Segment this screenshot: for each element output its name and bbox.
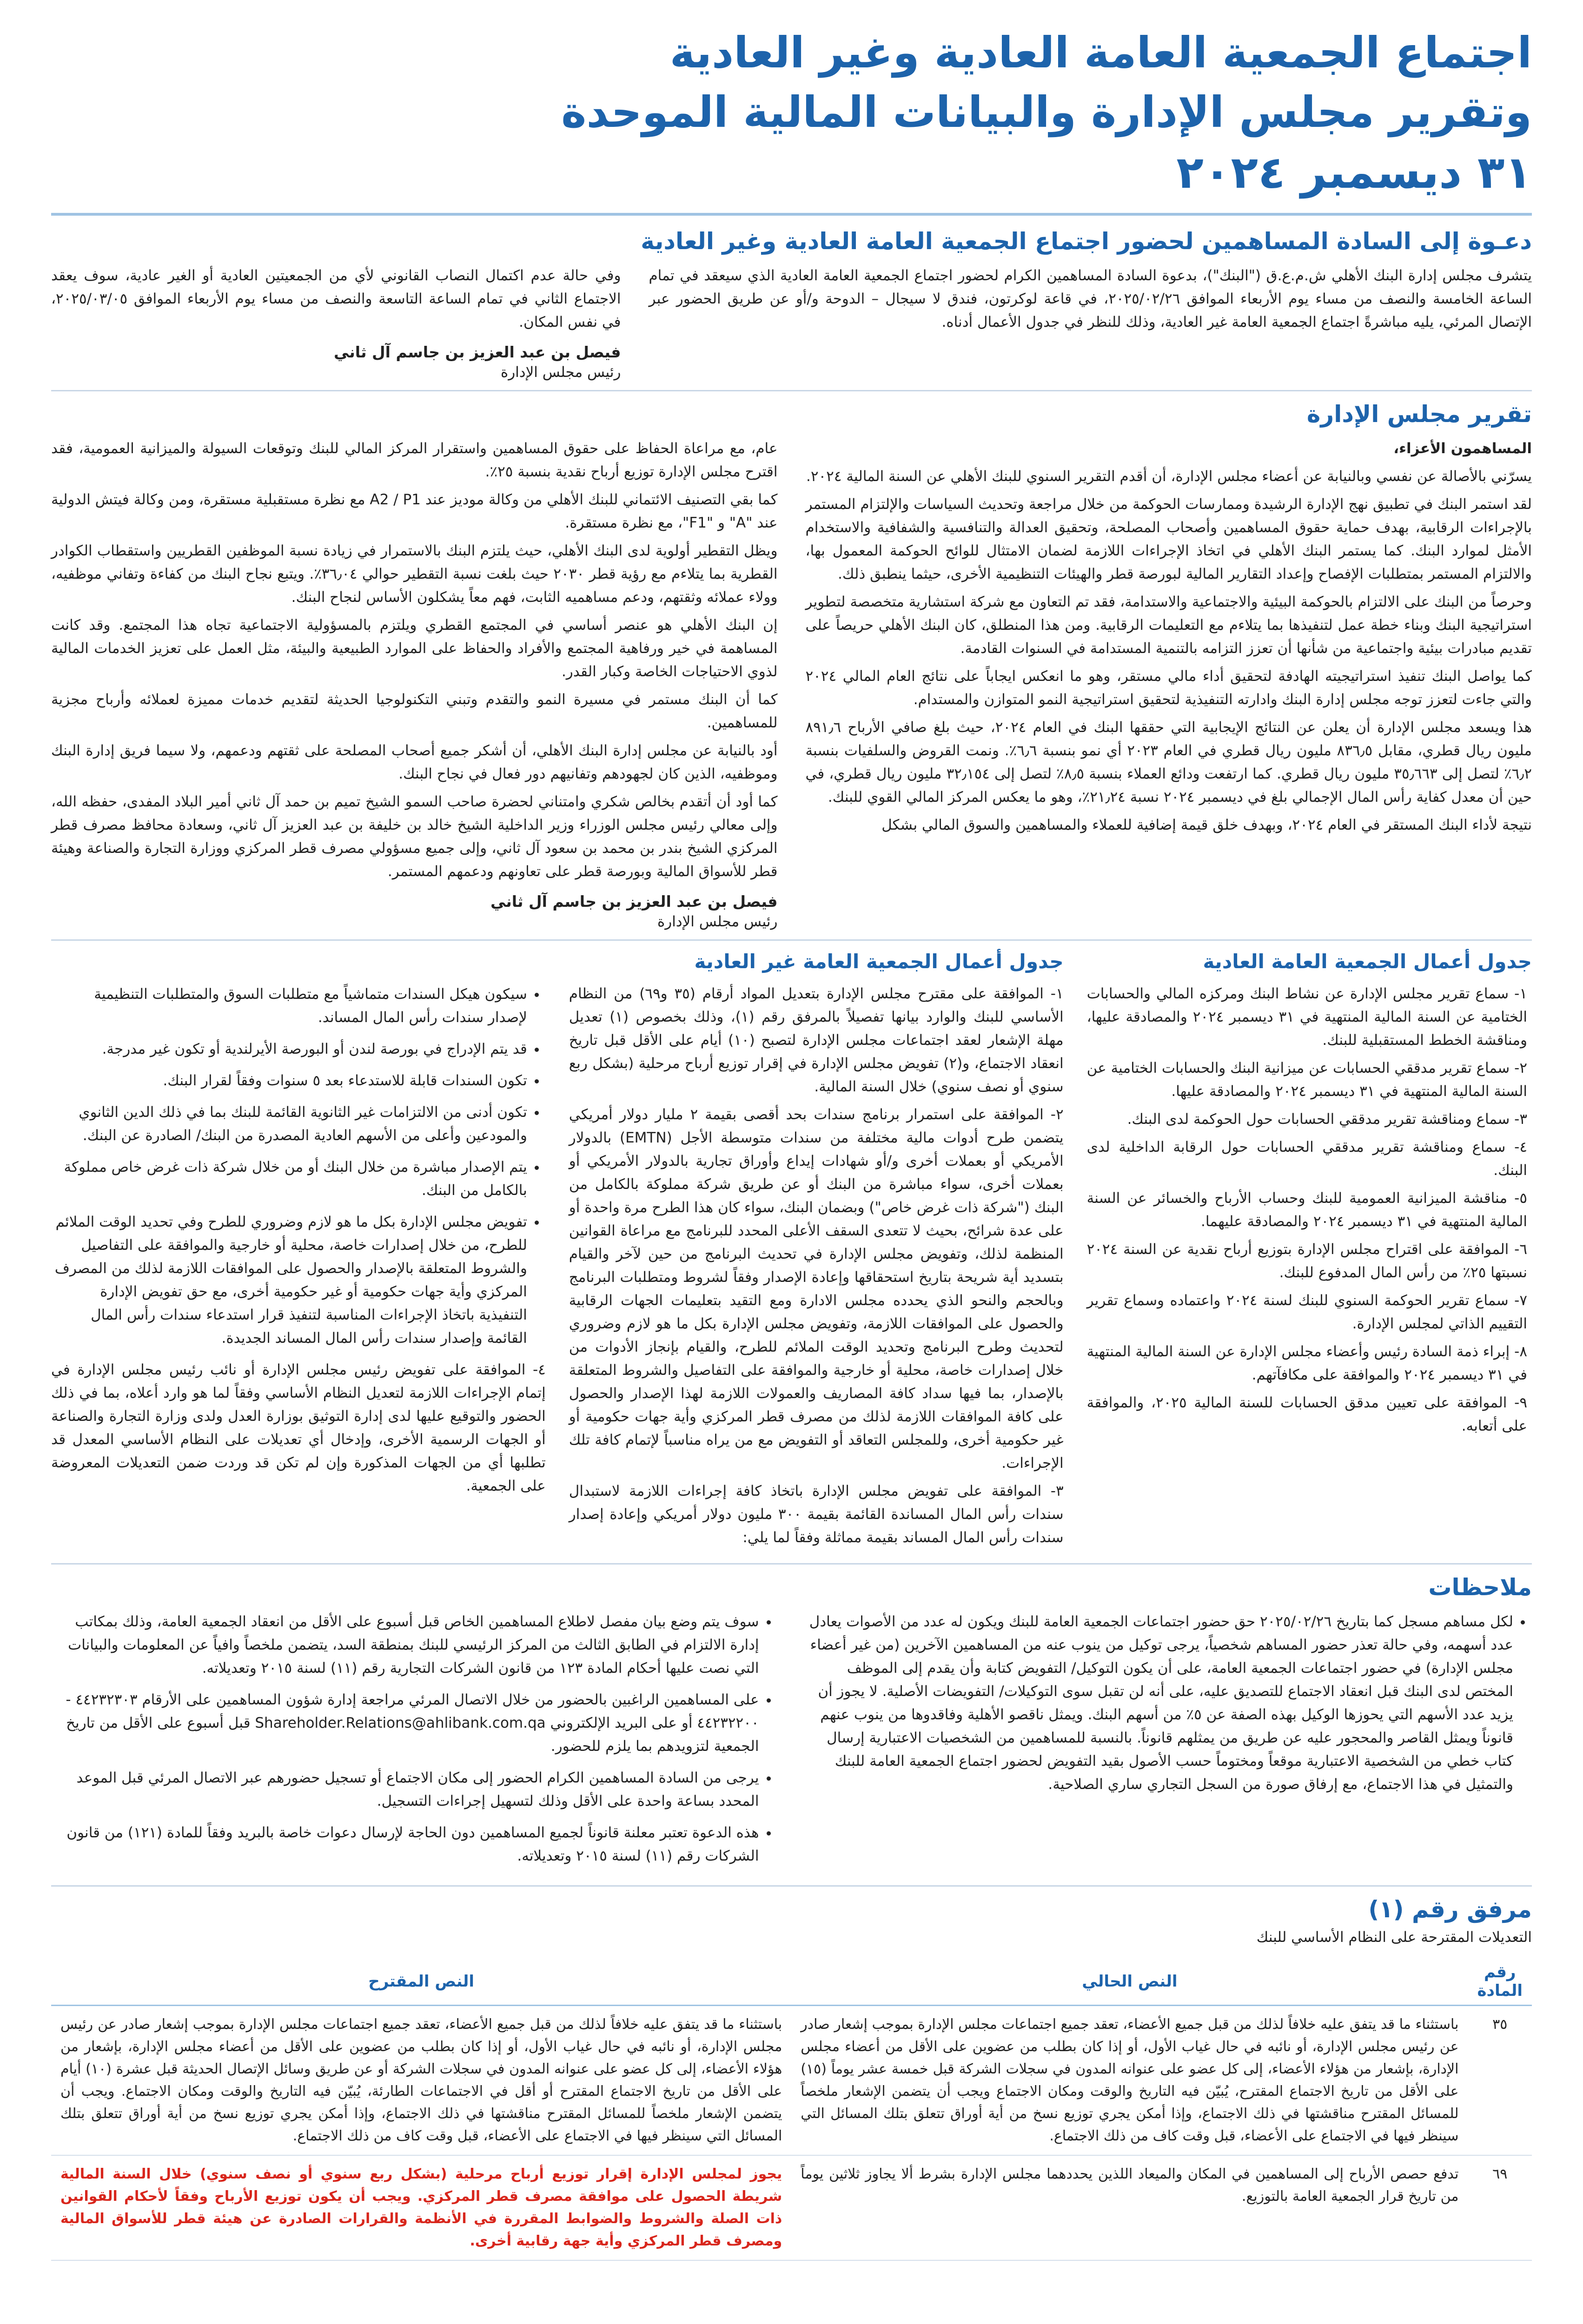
divider xyxy=(51,939,1532,941)
agenda-item: ٩- الموافقة على تعيين مدقق الحسابات للسنة المالية ٢٠٢٥، والموافقة على أتعابه. xyxy=(1086,1394,1527,1434)
extraordinary-agenda-heading: جدول أعمال الجمعية العامة غير العادية xyxy=(694,950,1064,973)
invitation-heading: دعـوة إلى السادة المساهمين لحضور اجتماع الجمعية العامة العادية وغير العادية xyxy=(641,228,1532,255)
note-item: • يرجى من السادة المساهمين الكرام الحضور إلى مكان الاجتماع أو تسجيل حضورهم عبر الاتصال المرئي قبل الموعد المحدد بساعة واحدة على الأقل وذلك لتسهيل إجراءات التسجيل. xyxy=(51,1766,759,1813)
report-date: ٣١ ديسمبر ٢٠٢٤ xyxy=(1176,146,1532,198)
agenda-item: ٤- الموافقة على تفويض رئيس مجلس الإدارة أو نائب رئيس مجلس الإدارة في إتمام الإجراءات اللازمة لتعديل النظام الأساسي وفقاً لما هو وارد أعلاه، بما في ذلك الحضور والتوقيع عليها لدى إدارة التوثيق بوزارة العدل ولدى وزارة التجارة والصناعة أو الجهات الرسمية الأخرى، وإدخال أي تعديلات على النظام الأساسي المعدل قد تطلبها أي من الجهات المذكورة وإن لم تكن قد وردت ضمن التعديلات المعروضة على الجمعية. xyxy=(51,1361,546,1494)
report-paragraph: هذا ويسعد مجلس الإدارة أن يعلن عن النتائج الإيجابية التي حققها البنك في العام ٢٠٢٤، حيث بلغ صافي الأرباح ٨٩١٫٦ مليون ريال قطري، مقابل ٨٣٦٫٥ مليون ريال قطري في العام ٢٠٢٣ أي نمو بنسبة ٦٫٦٪. ونمت القروض والسلفيات بنسبة ٦٫٢٪ لتصل إلى ٣٥٫٦٦٣ مليون ريال قطري. كما ارتفعت ودائع العملاء بنسبة ٨٫٥٪ لتصل إلى ٣٢٫١٥٤ مليون ريال قطري، في حين أن معدل كفاية رأس المال الإجمالي بلغ في ديسمبر ٢٠٢٤ نسبة ٢١٫٢٤٪، وهو ما يعكس المركز المالي القوي للبنك. xyxy=(805,719,1532,805)
report-paragraph: يسرّني بالأصالة عن نفسي وبالنيابة عن أعضاء مجلس الإدارة، أن أقدم التقرير السنوي للبنك الأهلي عن السنة المالية ٢٠٢٤. xyxy=(806,468,1532,485)
report-paragraph: وحرصاً من البنك على الالتزام بالحوكمة البيئية والاجتماعية والاستدامة، فقد تم التعاون مع شركة استشارية متخصصة لتطوير استراتيجية البنك وبناء خطة عمل لتنفيذها بما يتلاءم مع التعليمات الرقابية. ومن هذا المنطلق، كان البنك الأهلي حريصاً على تقديم مبادرات بيئية واجتماعية من شأنها أن تعزز التزامه بالتنمية المستدامة في السنوات القادمة. xyxy=(805,594,1532,657)
agenda-item: ٣- سماع ومناقشة تقرير مدققي الحسابات حول الحوكمة لدى البنك. xyxy=(1127,1111,1527,1128)
extraordinary-agenda-col-2 xyxy=(51,950,546,1554)
extraordinary-agenda-col-1 xyxy=(569,950,1064,1554)
table-row xyxy=(51,2155,1532,2260)
attachment-section xyxy=(51,1896,1532,2261)
agenda-item: ١- الموافقة على مقترح مجلس الإدارة بتعديل المواد أرقام (٣٥ و٦٩) من النظام الأساسي للبنك والوارد بيانها تفصيلاً بالمرفق رقم (١)، وذلك بخصوص (١) تعديل مهلة الإشعار لعقد اجتماعات مجلس الإدارة لتصبح (١٠) أيام على الأقل قبل تاريخ انعقاد الاجتماع، و(٢) تفويض مجلس الإدارة في إقرار توزيع أرباح مرحلية (بشكل ربع سنوي أو نصف سنوي) خلال السنة المالية. xyxy=(569,985,1064,1095)
report-signatory-name: فيصل بن عبد العزيز بن جاسم آل ثاني xyxy=(490,892,778,911)
title-line-2: وتقرير مجلس الإدارة والبيانات المالية الموحدة xyxy=(561,87,1532,137)
invitation-signatory-title: رئيس مجلس الإدارة xyxy=(500,364,621,381)
report-paragraph: نتيجة لأداء البنك المستقر في العام ٢٠٢٤، وبهدف خلق قيمة إضافية للعملاء والمساهمين والسوق المالي بشكل xyxy=(881,817,1532,833)
note-item: • على المساهمين الراغبين بالحضور من خلال الاتصال المرئي مراجعة إدارة شؤون المساهمين على الأرقام ٤٤٢٣٢٣٠٣ - ٤٤٢٣٢٢٠٠ أو على البريد الإلكتروني Shareholder.Relations@ahlibank.com.qa قبل أسبوع على الأقل من تاريخ الجمعية لتزويدهم بما يلزم للحضور. xyxy=(51,1688,759,1758)
agenda-item: ٧- سماع تقرير الحوكمة السنوي للبنك لسنة ٢٠٢٤ واعتماده وسماع تقرير التقييم الذاتي لمجلس الإدارة. xyxy=(1086,1292,1527,1332)
report-paragraph: إن البنك الأهلي هو عنصر أساسي في المجتمع القطري ويلتزم بالمسؤولية الاجتماعية تجاه هذا المجتمع. وقد كانت المساهمة في خير ورفاهية المجتمع والأفراد والحفاظ على الموارد الطبيعية والبيئة، مثل العمل على تعزيز الخدمات المالية لذوي الاحتياجات الخاصة وكبار القدر. xyxy=(51,617,778,680)
bond-condition: • سيكون هيكل السندات متماشياً مع متطلبات السوق والمتطلبات التنظيمية لإصدار سندات رأس المال المساند. xyxy=(51,983,527,1029)
col-header-article: رقم المادة xyxy=(1468,1958,1532,2006)
board-report-heading: تقرير مجلس الإدارة xyxy=(1306,401,1532,428)
proposed-text: يجوز لمجلس الإدارة إقرار توزيع أرباح مرحلية (بشكل ربع سنوي أو نصف سنوي) خلال السنة المالية شريطة الحصول على موافقة مصرف قطر المركزي. ويجب أن يكون توزيع الأرباح وفقاً لأحكام القوانين ذات الصلة والشروط والضوابط المقررة في الأنظمة والقرارات الصادرة عن هيئة قطر للأسواق المالية ومصرف قطر المركزي وأية جهة رقابية أخرى. xyxy=(51,2155,791,2260)
bond-condition: • تفويض مجلس الإدارة بكل ما هو لازم وضروري للطرح وفي تحديد الوقت الملائم للطرح، من خلال إصدارات خاصة، محلية أو خارجية والموافقة على التفاصيل والشروط المتعلقة بالإصدار والحصول على الموافقات اللازمة لذلك من المصرف المركزي وأية جهات حكومية أو غير حكومية أخرى، مع حق تفويض الإدارة التنفيذية باتخاذ الإجراءات المناسبة لتنفيذ قرار استدعاء سندات رأس المال القائمة وإصدار سندات رأس المال المساند الجديدة. xyxy=(51,1210,527,1350)
amendments-table xyxy=(51,1958,1532,2261)
header xyxy=(51,0,1532,203)
divider xyxy=(51,390,1532,391)
ordinary-agenda xyxy=(1087,950,1532,1554)
agenda-item: ١- سماع تقرير مجلس الإدارة عن نشاط البنك ومركزه المالي والحسابات الختامية عن السنة المالية المنتهية في ٣١ ديسمبر ٢٠٢٤ والمصادقة عليها، ومناقشة الخطط المستقبلية للبنك. xyxy=(1086,985,1527,1049)
invitation-body: يتشرف مجلس إدارة البنك الأهلي ش.م.ع.ق ("البنك")، بدعوة السادة المساهمين الكرام لحضور اجتماع الجمعية العامة العادية الذي سيعقد في تمام الساعة الخامسة والنصف من مساء يوم الأربعاء الموافق ٢٠٢٥/٠٢/٢٦، في قاعة لوكرتون، فندق لا سيجال – الدوحة و/أو عن طريق الحضور عبر الإتصال المرئي، يليه مباشرةً اجتماع الجمعية العامة غير العادية، وذلك للنظر في جدول الأعمال أدناه. xyxy=(649,267,1532,330)
report-paragraph: ويظل التقطير أولوية لدى البنك الأهلي، حيث يلتزم البنك بالاستمرار في زيادة نسبة الموظفين القطريين واستقطاب الكوادر القطرية بما يتلاءم مع رؤية قطر ٢٠٣٠ حيث بلغت نسبة التقطير حوالي ٣٦٫٠٤٪. ويتبع نجاح البنك من كفاءة وتفاني موظفيه، وولاء عملائه وثقتهم، ودعم مساهميه الثابت، فهم معاً يشكلون الأساس لنجاح البنك. xyxy=(51,542,778,606)
agenda-item: ٦- الموافقة على اقتراح مجلس الإدارة بتوزيع أرباح نقدية عن السنة ٢٠٢٤ نسبتها ٢٥٪ من رأس المال المدفوع للبنك. xyxy=(1086,1241,1527,1281)
current-text: باستثناء ما قد يتفق عليه خلافاً لذلك من قبل جميع الأعضاء، تعقد جميع اجتماعات مجلس الإدارة بموجب إشعار صادر عن رئيس مجلس الإدارة، أو نائبه في حال غياب الأول، أو إذا كان بطلب من عضوين على الأقل من أعضاء مجلس الإدارة، بإشعار من هؤلاء الأعضاء، إلى كل عضو على عنوانه المدون في سجلات الشركة قبل خمسة عشر يوماً (١٥) على الأقل من تاريخ الاجتماع المقترح، يُبيّن فيه التاريخ والوقت ومكان الاجتماع ويجب أن يتضمن الإشعار ملخصاً للمسائل المقترح مناقشتها في ذلك الاجتماع، وإذا أمكن يجري توزيع نسخ من أية أوراق تتعلق بتلك المسائل التي سينظر فيها في الاجتماع على الأعضاء، قبل وقت كاف من ذلك الاجتماع. xyxy=(791,2006,1468,2156)
report-paragraph: كما يواصل البنك تنفيذ استراتيجيته الهادفة لتحقيق أداء مالي مستقر، وهو ما انعكس ايجاباً على نتائج العام المالي ٢٠٢٤ والتي جاءت لتعزز توجه مجلس إدارة البنك وادارته التنفيذية لتحقيق استراتيجية النمو المتوازن والمستدام. xyxy=(805,668,1532,708)
board-report-right-column xyxy=(806,437,1532,930)
bond-condition: • يتم الإصدار مباشرة من خلال البنك أو من خلال شركة ذات غرض خاص مملوكة بالكامل من البنك. xyxy=(51,1155,527,1202)
bond-condition: • تكون السندات قابلة للاستدعاء بعد ٥ سنوات وفقاً لقرار البنك. xyxy=(51,1069,527,1092)
agenda-item: ٨- إبراء ذمة السادة رئيس وأعضاء مجلس الإدارة عن السنة المالية المنتهية في ٣١ ديسمبر ٢٠٢٤ والموافقة على مكافآتهم. xyxy=(1086,1343,1527,1383)
report-paragraph: عام، مع مراعاة الحفاظ على حقوق المساهمين واستقرار المركز المالي للبنك وتوقعات السيولة والميزانية العمومية، فقد اقترح مجلس الإدارة توزيع أرباح نقدية بنسبة ٢٥٪. xyxy=(51,440,778,480)
note-item: • سوف يتم وضع بيان مفصل لاطلاع المساهمين الخاص قبل أسبوع على الأقل من انعقاد الجمعية العامة، وذلك بمكاتب إدارة الالتزام في الطابق الثالث من المركز الرئيسي للبنك بمنطقة السد، يتضمن ملخصاً وافياً عن المعلومات والبيانات التي نصت عليها أحكام المادة ١٢٣ من قانون الشركات التجارية رقم (١١) لسنة ٢٠١٥ وتعديلاته. xyxy=(51,1610,759,1680)
agendas-section xyxy=(51,950,1532,1554)
salutation: المساهمون الأعزاء، xyxy=(1393,440,1532,457)
report-paragraph: كما بقي التصنيف الائتماني للبنك الأهلي من وكالة موديز عند A2 / P1 مع نظرة مستقبلية مستقرة، ومن وكالة فيتش الدولية عند "A" و "F1"، مع نظرة مستقرة. xyxy=(51,491,778,531)
agenda-item: ٣- الموافقة على تفويض مجلس الإدارة باتخاذ كافة إجراءات اللازمة لاستبدال سندات رأس المال المساندة القائمة بقيمة ٣٠٠ مليون دولار أمريكي وإعادة إصدار سندات رأس المال المساند بقيمة مماثلة وفقاً لما يلي: xyxy=(569,1483,1064,1546)
invitation-signatory-name: فيصل بن عبد العزيز بن جاسم آل ثاني xyxy=(333,343,621,361)
notes-section xyxy=(51,1574,1532,1876)
note-item: • هذه الدعوة تعتبر معلنة قانوناً لجميع المساهمين دون الحاجة لإرسال دعوات خاصة بالبريد وفقاً للمادة (١٢١) من قانون الشركات رقم (١١) لسنة ٢٠١٥ وتعديلاته. xyxy=(51,1821,759,1868)
divider xyxy=(51,1885,1532,1887)
notes-heading: ملاحظات xyxy=(1428,1574,1532,1601)
report-signatory-title: رئيس مجلس الإدارة xyxy=(657,913,778,930)
col-header-current: النص الحالي xyxy=(791,1958,1468,2006)
agenda-item: ٥- مناقشة الميزانية العمومية للبنك وحساب الأرباح والخسائر عن السنة المالية المنتهية في ٣١ ديسمبر ٢٠٢٤ والمصادقة عليهما. xyxy=(1086,1190,1527,1230)
title-line-1: اجتماع الجمعية العامة العادية وغير العادية xyxy=(669,28,1532,78)
quorum-note: وفي حالة عدم اكتمال النصاب القانوني لأي من الجمعيتين العادية أو الغير عادية، سوف يعقد الاجتماع الثاني في تمام الساعة التاسعة والنصف من مساء يوم الأربعاء الموافق ٢٠٢٥/٠٣/٠٥، في نفس المكان. xyxy=(51,267,621,330)
invitation-section xyxy=(51,228,1532,381)
report-paragraph: كما أود أن أتقدم بخالص شكري وامتناني لحضرة صاحب السمو الشيخ تميم بن حمد آل ثاني أمير البلاد المفدى، حفظه الله، وإلى معالي رئيس مجلس الوزراء وزير الداخلية الشيخ خالد بن خليفة بن عبد العزيز آل ثاني، وسعادة محافظ مصرف قطر المركزي الشيخ بندر بن محمد بن سعود آل ثاني، وإلى جميع مسؤولي مصرف قطر المركزي ووزارة التجارة والصناعة وهيئة قطر للأسواق المالية وبورصة قطر على تعاونهم ودعمهم المستمر. xyxy=(51,793,778,880)
note-item: • لكل مساهم مسجل كما بتاريخ ٢٠٢٥/٠٢/٢٦ حق حضور اجتماعات الجمعية العامة للبنك ويكون له عدد من الأصوات يعادل عدد أسهمه، وفي حالة تعذر حضور المساهم شخصياً، يرجى توكيل من ينوب عنه من المساهمين الآخرين (من غير أعضاء مجلس الإدارة) في حضور اجتماعات الجمعية العامة، على أن يكون التوكيل/ التفويض كتابة وأن يقدم إلى الموظف المختص لدى البنك قبل انعقاد الاجتماع للتصديق عليه، على أنه لن تقبل سوى التوكيلات/ التفويضات الأصلية. لا يجوز أن يزيد عدد الأسهم التي يحوزها الوكيل بهذه الصفة عن ٥٪ من أسهم البنك. ويمثل ناقصو الأهلية وفاقدوها من ينوب عنهم قانوناً ويمثل القاصر والمحجور عليه عن طريق من يمثلهم قانوناً. بالنسبة للمساهمين من الشخصيات الاعتبارية إرسال كتاب خطي من الشخصية الاعتبارية موقعاً ومختوماً حسب الأصول بقيد التفويض لحضور اجتماع الجمعية العامة للبنك والتمثيل في هذا الاجتماع، مع إرفاق صورة من السجل التجاري ساري الصلاحية. xyxy=(806,1610,1514,1796)
report-paragraph: لقد استمر البنك في تطبيق نهج الإدارة الرشيدة وممارسات الحوكمة من خلال مراجعة وتحديث السياسات والإلتزام المستمر بالإجراءات الرقابية، بهدف حماية حقوق المساهمين وأصحاب المصلحة، وتحقيق العدالة والتنافسية والشفافية والاستخدام الأمثل لموارد البنك. كما يستمر البنك الأهلي في اتخاذ الإجراءات اللازمة لضمان الامتثال للوائح الحوكمة المعمول بها، والالتزام المستمر بمتطلبات الإفصاح وإعداد التقارير المالية لبورصة قطر والهيئات التنظيمية الأخرى، حيثما ينطبق ذلك. xyxy=(805,496,1532,582)
article-number: ٣٥ xyxy=(1468,2006,1532,2156)
header-divider xyxy=(51,213,1532,216)
agenda-item: ٢- سماع تقرير مدققي الحسابات عن ميزانية البنك والحسابات الختامية عن السنة المالية المنتهية في ٣١ ديسمبر ٢٠٢٤ والمصادقة عليها. xyxy=(1086,1060,1527,1100)
bond-condition: • قد يتم الإدراج في بورصة لندن أو البورصة الأيرلندية أو تكون غير مدرجة. xyxy=(51,1037,527,1061)
divider xyxy=(51,1563,1532,1565)
bond-condition: • تكون أدنى من الالتزامات غير الثانوية القائمة للبنك بما في ذلك الدين الثانوي والمودعين وأعلى من الأسهم العادية المصدرة من البنك/ الصادرة عن البنك. xyxy=(51,1101,527,1147)
board-report-left-column xyxy=(51,437,778,930)
attachment-heading: مرفق رقم (١) xyxy=(1368,1896,1532,1923)
report-paragraph: أود بالنيابة عن مجلس إدارة البنك الأهلي، أن أشكر جميع أصحاب المصلحة على ثقتهم ودعمهم، ولا سيما فريق إدارة البنك وموظفيه، الذين كان لجهودهم وتفانيهم دور فعال في نجاح البنك. xyxy=(51,742,778,782)
col-header-proposed: النص المقترح xyxy=(51,1958,791,2006)
attachment-subheading: التعديلات المقترحة على النظام الأساسي للبنك xyxy=(1256,1929,1532,1946)
proposed-text: باستثناء ما قد يتفق عليه خلافاً لذلك من قبل جميع الأعضاء، تعقد جميع اجتماعات مجلس الإدارة بموجب إشعار صادر عن رئيس مجلس الإدارة، أو نائبه في حال غياب الأول، أو إذا كان بطلب من عضوين على الأقل من أعضاء مجلس الإدارة، بإشعار من هؤلاء الأعضاء، إلى كل عضو على عنوانه المدون في سجلات الشركة أو عن طريق وسائل الإتصال الحديثة قبل عشرة (١٠) أيام على الأقل من تاريخ الاجتماع المقترح أو أقل في الاجتماعات الطارئة، يُبيّن فيه التاريخ والوقت ومكان الاجتماع. ويجب أن يتضمن الإشعار ملخصاً للمسائل المقترح مناقشتها في ذلك الاجتماع، وإذا أمكن يجري توزيع نسخ من أية أوراق تتعلق بتلك المسائل التي سينظر فيها في الاجتماع على الأعضاء، قبل وقت كاف من ذلك الاجتماع. xyxy=(51,2006,791,2156)
agenda-item: ٤- سماع ومناقشة تقرير مدققي الحسابات حول الرقابة الداخلية لدى البنك. xyxy=(1086,1139,1527,1179)
agenda-item: ٢- الموافقة على استمرار برنامج سندات بحد أقصى بقيمة ٢ مليار دولار أمريكي يتضمن طرح أدوات مالية مختلفة من سندات متوسطة الأجل (EMTN) بالدولار الأمريكي أو بعملات أخرى و/أو شهادات إيداع وأوراق تجارية بالدولار الأمريكي أو بعملات أخرى، سواء مباشرة من البنك أو عن طريق شركة مملوكة بالكامل من البنك ("شركة ذات غرض خاص") وبضمان البنك، سواء كان هذا الطرح مرة واحدة أو على عدة شرائح، بحيث لا تتعدى السقف الأعلى المحدد للبرنامج مع مراعاة القوانين المنظمة لذلك، وتفويض مجلس الإدارة في تحديث البرنامج من حين لآخر والقيام بتسديد أية شريحة بتاريخ استحقاقها وإعادة الإصدار وفقاً لشروط ومتطلبات البرنامج وبالحجم والنحو الذي يحدده مجلس الادارة ومع التقيد بتعليمات الجهات الرقابية والحصول على الموافقات اللازمة، وتفويض مجلس الإدارة بكل ما هو لازم وضروري لتحديث وطرح البرنامج وتحديد الوقت الملائم للطرح، والقيام بإنجاز الأدوات من خلال إصدارات خاصة، محلية أو خارجية والموافقة على التفاصيل والشروط المتعلقة بالإصدار، بما فيها سداد كافة المصاريف والعمولات اللازمة لهذا الإصدار والحصول على كافة الموافقات اللازمة لذلك من مصرف قطر المركزي وأية جهات حكومية أو غير حكومية أخرى، وللمجلس التعاقد أو التفويض مع من يراه مناسباً لإتمام كافة تلك الإجراءات. xyxy=(569,1106,1064,1472)
report-paragraph: كما أن البنك مستمر في مسيرة النمو والتقدم وتبني التكنولوجيا الحديثة لتقديم خدمات مميزة لعملائه وأرباح مجزية للمساهمين. xyxy=(51,691,778,731)
article-number: ٦٩ xyxy=(1468,2155,1532,2260)
current-text: تدفع حصص الأرباح إلى المساهمين في المكان والميعاد اللذين يحددهما مجلس الإدارة بشرط ألا يجاوز ثلاثين يوماً من تاريخ قرار الجمعية العامة بالتوزيع. xyxy=(791,2155,1468,2260)
ordinary-agenda-heading: جدول أعمال الجمعية العامة العادية xyxy=(1203,950,1532,973)
table-row xyxy=(51,2006,1532,2156)
board-report-section xyxy=(51,401,1532,930)
